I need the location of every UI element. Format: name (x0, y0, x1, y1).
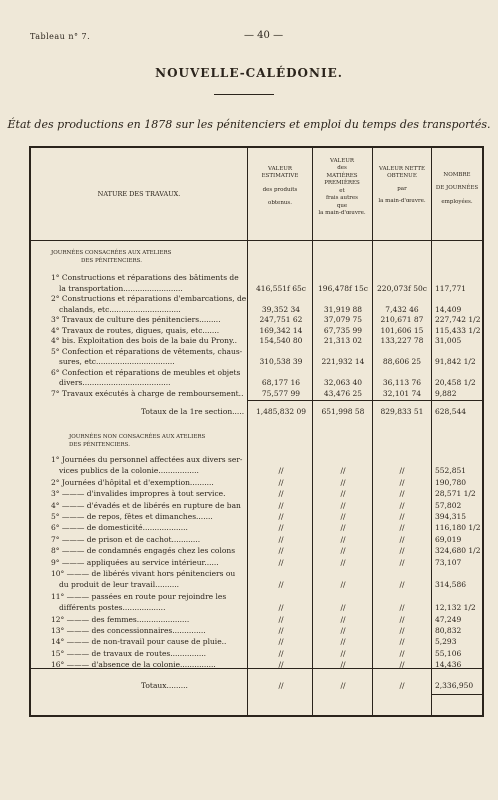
col-header-matieres-line: que (336, 202, 348, 209)
cell-nette: // (399, 626, 405, 635)
section2-total-valeur: // (278, 681, 284, 690)
section1-heading-line: DES PÉNITENCIERS. (81, 257, 142, 264)
section2-total-matieres: // (340, 681, 346, 690)
cell-valeur: // (278, 477, 284, 487)
row-label: 13° ——— des concessionnaires.............. (51, 626, 206, 635)
cell-valeur: // (278, 614, 284, 624)
col-header-nombre-line: employées. (441, 198, 473, 205)
table-row (31, 283, 482, 294)
section2-heading (69, 434, 205, 449)
cell-matieres: // (340, 546, 346, 556)
cell-journees: 31,005 (435, 336, 462, 345)
table-row (31, 545, 482, 556)
cell-journees: 115,433 1/2 (435, 325, 481, 335)
table-row (31, 511, 482, 522)
cell-valeur: // (278, 512, 284, 521)
table-subtitle: État des productions en 1878 sur les pénitenciers et emploi du temps des transportés. (7, 118, 491, 131)
table-row (31, 304, 482, 315)
cell-journees: 394,315 (435, 512, 467, 521)
table-row (31, 636, 482, 647)
cell-nette: // (399, 466, 405, 476)
cell-journees: 5,293 (435, 637, 457, 647)
section1-total-matieres: 651,998 58 (321, 407, 365, 416)
cell-nette: 32,101 74 (382, 388, 422, 398)
row-label: 1° Journées du personnel affectées aux divers ser- (51, 455, 243, 464)
cell-matieres: // (340, 489, 346, 499)
section1-total-journees: 628,544 (435, 407, 467, 416)
row-label: 3° ——— d'invalides impropres à tout service. (51, 489, 226, 499)
cell-matieres: // (340, 534, 346, 544)
table-row (31, 367, 482, 378)
cell-matieres: 67,735 99 (323, 325, 363, 335)
row-label: 12° ——— des femmes...................... (51, 614, 190, 624)
table-row (31, 602, 482, 613)
row-label: 14° ——— de non-travail pour cause de pluie.. (51, 637, 227, 647)
col-header-valeur-line: des produits (262, 186, 298, 193)
cell-nette: // (399, 512, 405, 521)
row-label: 2° Journées d'hôpital et d'exemption.......... (51, 477, 214, 487)
cell-nette: // (399, 603, 405, 613)
title-rule (214, 94, 274, 95)
row-label: 3° Travaux de culture des pénitenciers......... (51, 315, 221, 324)
cell-valeur: // (278, 580, 284, 590)
cell-valeur: 169,342 14 (259, 325, 303, 335)
cell-valeur: // (278, 626, 284, 635)
table-row (31, 625, 482, 636)
cell-matieres: // (340, 557, 346, 567)
cell-nette: 101,606 15 (380, 325, 424, 335)
row-label: 4° Travaux de routes, digues, quais, etc....... (51, 325, 220, 335)
col-header-valeur-line: VALEUR (267, 166, 292, 172)
col-header-nette-line: la main-d'œuvre. (378, 198, 426, 205)
cell-nette: // (399, 557, 405, 567)
row-label: sures, etc................................. (59, 357, 175, 366)
cell-journees: 14,436 (435, 660, 462, 670)
cell-matieres: 37,079 75 (323, 315, 363, 324)
col-header-nature: NATURE DES TRAVAUX. (97, 190, 181, 198)
table-row (31, 557, 482, 568)
table-row (31, 377, 482, 388)
table-row (31, 465, 482, 476)
page-title: NOUVELLE-CALÉDONIE. (155, 66, 343, 80)
col-header-matieres-line: des (337, 165, 347, 172)
section1-total-label: Totaux de la 1re section..... (141, 407, 245, 416)
col-header-nette-line: VALEUR NETTE (378, 166, 426, 172)
cell-nette: 7,432 46 (385, 304, 419, 314)
cell-valeur: 75,577 99 (261, 388, 301, 398)
cell-matieres: 32,063 40 (323, 378, 363, 387)
section1-total-nette: 829,833 51 (380, 407, 424, 416)
table-row (31, 522, 482, 533)
section1-total-row (31, 406, 482, 417)
col-header-matieres-line: frais autres (325, 195, 358, 202)
production-table (29, 146, 484, 717)
row-label: 7° ——— de prison et de cachot............ (51, 534, 201, 544)
cell-journees: 14,409 (435, 304, 462, 314)
tableau-number: Tableau n° 7. (30, 32, 91, 41)
row-label: 6° Confection et réparations de meubles et objets (51, 367, 241, 377)
cell-valeur: 247,751 62 (259, 315, 303, 324)
table-row (31, 272, 482, 283)
cell-journees: 12,132 1/2 (435, 603, 476, 613)
col-header-matieres-line: la main-d'œuvre. (318, 209, 366, 216)
header-rule (31, 240, 482, 241)
col-header-valeur-line: ESTIMATIVE (261, 173, 299, 180)
cell-matieres: // (340, 637, 346, 647)
section2-heading-line: JOURNÉES NON CONSACRÉES AUX ATELIERS (69, 434, 206, 440)
cell-valeur: 68,177 16 (261, 378, 301, 387)
cell-valeur: // (278, 523, 284, 533)
row-label: 11° ——— passées en route pour rejoindre les (51, 591, 227, 601)
col-header-matieres-line: et (339, 187, 345, 194)
cell-valeur: // (278, 637, 284, 647)
col-header-matieres (313, 158, 371, 217)
cell-journees: 20,458 1/2 (435, 378, 476, 387)
section2-total-nette: // (399, 681, 405, 690)
row-label: 9° ——— appliquées au service intérieur...... (51, 557, 219, 567)
table-row (31, 314, 482, 325)
section1-total-valeur: 1,485,832 09 (255, 407, 307, 416)
col-header-matieres-line: VALEUR (329, 158, 354, 164)
cell-journees: 116,180 1/2 (435, 523, 481, 533)
row-label: 16° ——— d'absence de la colonie............... (51, 660, 216, 670)
cell-matieres: // (340, 648, 346, 658)
cell-nette: // (399, 614, 405, 624)
row-label: 4° bis. Exploitation des bois de la baie du Prony.. (51, 336, 237, 345)
cell-nette: // (399, 580, 405, 590)
cell-nette: // (399, 523, 405, 533)
cell-journees: 47,249 (435, 614, 462, 624)
cell-nette: // (399, 546, 405, 556)
row-label: 4° ——— d'évadés et de libérés en rupture de ban (51, 500, 241, 510)
section1-total-rule (247, 400, 482, 401)
cell-valeur: 154,540 80 (259, 336, 303, 345)
grand-total-rule (431, 694, 482, 695)
cell-journees: 227,742 1/2 (435, 315, 481, 324)
row-label: 8° ——— de condamnés engagés chez les colons (51, 546, 236, 556)
table-row (31, 568, 482, 579)
cell-matieres: 21,313 02 (323, 336, 363, 345)
cell-nette: // (399, 489, 405, 499)
table-row (31, 579, 482, 590)
section2-total-journees: 2,336,950 (435, 681, 474, 690)
cell-valeur: // (278, 489, 284, 499)
cell-nette: // (399, 660, 405, 670)
cell-valeur: 416,551f 65c (256, 283, 306, 293)
cell-matieres: // (340, 660, 346, 670)
cell-nette: 133,227 78 (380, 336, 424, 345)
col-header-valeur (249, 166, 311, 208)
cell-matieres: 221,932 14 (321, 357, 365, 366)
cell-valeur: // (278, 557, 284, 567)
cell-journees: 80,832 (435, 626, 462, 635)
row-label: différents postes.................. (59, 603, 166, 613)
cell-matieres: // (340, 614, 346, 624)
cell-valeur: 310,538 39 (259, 357, 303, 366)
section2-total-row (31, 680, 482, 691)
row-label: chalands, etc.............................. (59, 304, 181, 314)
row-label: 5° ——— de repos, fêtes et dimanches....... (51, 512, 213, 521)
cell-journees: 73,107 (435, 557, 462, 567)
row-label: 2° Constructions et réparations d'embarcations, de (51, 294, 247, 303)
cell-journees: 28,571 1/2 (435, 489, 476, 499)
col-header-nette (373, 166, 431, 206)
cell-journees: 57,802 (435, 500, 462, 510)
cell-journees: 9,882 (435, 388, 457, 398)
cell-nette: 220,073f 50c (377, 283, 427, 293)
cell-nette: 36,113 76 (382, 378, 422, 387)
col-header-nombre-line: NOMBRE (443, 172, 471, 178)
cell-matieres: // (340, 603, 346, 613)
table-row (31, 648, 482, 659)
cell-valeur: // (278, 534, 284, 544)
table-row (31, 488, 482, 499)
cell-valeur: // (278, 546, 284, 556)
cell-valeur: // (278, 500, 284, 510)
cell-valeur: // (278, 603, 284, 613)
row-label: 15° ——— de travaux de routes............... (51, 648, 207, 658)
cell-valeur: // (278, 648, 284, 658)
cell-matieres: 196,478f 15c (318, 283, 368, 293)
cell-nette: // (399, 648, 405, 658)
page-number: — 40 — (244, 30, 284, 41)
cell-journees: 314,586 (435, 580, 467, 590)
col-header-nombre-line: DE JOURNÉES (435, 185, 479, 192)
cell-valeur: // (278, 660, 284, 670)
cell-valeur: 39,352 34 (261, 304, 301, 314)
cell-matieres: 31,919 88 (323, 304, 363, 314)
cell-valeur: // (278, 466, 284, 476)
table-row (31, 477, 482, 488)
cell-nette: 210,671 87 (380, 315, 424, 324)
table-row (31, 500, 482, 511)
cell-matieres: // (340, 466, 346, 476)
section1-heading-line: JOURNÉES CONSACRÉES AUX ATELIERS (51, 250, 172, 256)
row-label: 10° ——— de libérés vivant hors pénitenciers ou (51, 569, 236, 578)
row-label: 7° Travaux exécutés à charge de remboursement.. (51, 388, 244, 398)
col-header-valeur-line: obtenus. (268, 200, 292, 207)
row-label: 1° Constructions et réparations des bâtiments de (51, 273, 239, 282)
section2-total-rule (31, 668, 482, 669)
cell-matieres: // (340, 580, 346, 590)
col-header-matieres-line: MATIÈRES PREMIÈRES (324, 172, 360, 187)
row-label: 5° Confection et réparations de vêtements, chaus- (51, 346, 243, 356)
table-row (31, 335, 482, 346)
cell-matieres: // (340, 523, 346, 533)
section2-total-label: Totaux......... (141, 681, 188, 690)
cell-journees: 117,771 (435, 283, 467, 293)
cell-matieres: // (340, 500, 346, 510)
section2-heading-line: DES PÉNITENCIERS. (69, 441, 130, 448)
table-row (31, 534, 482, 545)
table-row (31, 454, 482, 465)
cell-matieres: // (340, 626, 346, 635)
cell-nette: // (399, 534, 405, 544)
section1-heading (51, 250, 171, 265)
row-label: la transportation......................... (59, 283, 183, 293)
row-label: vices publics de la colonie................. (59, 466, 199, 476)
cell-journees: 190,780 (435, 477, 467, 487)
row-label: divers..................................... (59, 378, 171, 387)
cell-nette: 88,606 25 (382, 357, 422, 366)
table-row (31, 388, 482, 399)
cell-journees: 55,106 (435, 648, 462, 658)
cell-journees: 552,851 (435, 466, 467, 476)
col-header-nombre (432, 172, 482, 206)
col-header-nette-line: OBTENUE (387, 173, 417, 180)
table-row (31, 591, 482, 602)
cell-matieres: // (340, 477, 346, 487)
cell-nette: // (399, 637, 405, 647)
cell-nette: // (399, 477, 405, 487)
cell-nette: // (399, 500, 405, 510)
table-row (31, 614, 482, 625)
table-row (31, 356, 482, 367)
cell-matieres: // (340, 512, 346, 521)
row-label: 6° ——— de domesticité................... (51, 523, 188, 533)
col-header-nette-line: par (397, 185, 407, 192)
cell-journees: 69,019 (435, 534, 462, 544)
cell-matieres: 43,476 25 (323, 388, 363, 398)
cell-journees: 91,842 1/2 (435, 357, 476, 366)
table-row (31, 346, 482, 357)
cell-journees: 324,680 1/2 (435, 546, 481, 556)
table-row (31, 293, 482, 304)
row-label: du produit de leur travail.......... (59, 580, 180, 590)
table-row (31, 325, 482, 336)
